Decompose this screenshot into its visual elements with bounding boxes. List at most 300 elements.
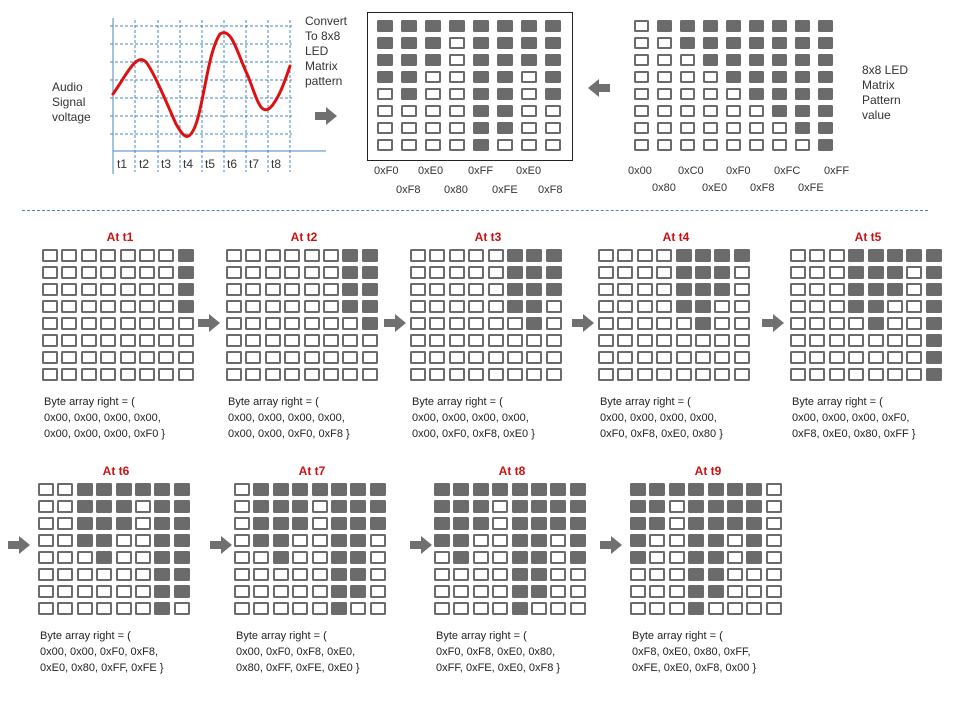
led-cell: [154, 500, 170, 513]
led-cell: [425, 37, 441, 49]
led-cell: [809, 249, 825, 262]
led-cell: [550, 534, 566, 547]
led-cell: [488, 317, 504, 330]
led-cell: [61, 300, 77, 313]
led-cell: [226, 249, 242, 262]
led-cell: [38, 551, 54, 564]
led-cell: [790, 266, 806, 279]
led-cell: [342, 300, 358, 313]
frame-led-matrix: [630, 483, 788, 619]
led-cell: [342, 368, 358, 381]
led-cell: [617, 283, 633, 296]
led-cell: [688, 551, 704, 564]
led-cell: [708, 585, 724, 598]
led-cell: [492, 568, 508, 581]
led-cell: [245, 266, 261, 279]
led-cell: [473, 37, 489, 49]
led-cell: [253, 585, 269, 598]
led-cell: [714, 334, 730, 347]
led-cell: [434, 517, 450, 530]
led-cell: [96, 568, 112, 581]
frame-t5: [790, 232, 950, 442]
led-cell: [38, 602, 54, 615]
led-cell: [868, 334, 884, 347]
led-cell: [708, 602, 724, 615]
led-cell: [362, 300, 378, 313]
led-cell: [453, 483, 469, 496]
led-cell: [273, 585, 289, 598]
led-cell: [174, 517, 190, 530]
led-cell: [81, 300, 97, 313]
led-cell: [234, 534, 250, 547]
led-cell: [61, 266, 77, 279]
led-cell: [727, 551, 743, 564]
led-cell: [497, 37, 513, 49]
led-cell: [570, 483, 586, 496]
led-cell: [265, 317, 281, 330]
led-cell: [492, 551, 508, 564]
led-cell: [630, 534, 646, 547]
led-cell: [546, 351, 562, 364]
caption-line: 0xE0, 0x80, 0xFF, 0xFE }: [40, 662, 164, 674]
led-cell: [887, 266, 903, 279]
frame-t3: [410, 232, 570, 442]
led-cell: [790, 283, 806, 296]
led-cell: [749, 54, 764, 66]
led-cell: [492, 500, 508, 513]
led-cell: [727, 568, 743, 581]
led-cell: [323, 317, 339, 330]
byte-array-caption: [228, 394, 350, 442]
led-cell: [273, 500, 289, 513]
led-cell: [473, 483, 489, 496]
led-cell: [680, 139, 695, 151]
led-cell: [507, 283, 523, 296]
byte-array-caption: [44, 394, 165, 442]
led-cell: [546, 334, 562, 347]
led-cell: [680, 71, 695, 83]
led-cell: [656, 317, 672, 330]
led-cell: [434, 483, 450, 496]
led-cell: [545, 88, 561, 100]
pattern-led-matrix: [634, 20, 844, 160]
led-cell: [245, 283, 261, 296]
led-cell: [772, 71, 787, 83]
led-cell: [492, 602, 508, 615]
frame-led-matrix: [598, 249, 756, 385]
frame-led-matrix: [38, 483, 196, 619]
led-cell: [570, 534, 586, 547]
led-cell: [795, 105, 810, 117]
led-cell: [795, 37, 810, 49]
led-cell: [531, 568, 547, 581]
led-cell: [453, 585, 469, 598]
arrow-left-icon: [588, 79, 610, 97]
led-cell: [526, 249, 542, 262]
led-cell: [570, 500, 586, 513]
led-cell: [312, 602, 328, 615]
led-cell: [695, 317, 711, 330]
led-cell: [848, 334, 864, 347]
led-cell: [253, 500, 269, 513]
led-cell: [401, 71, 417, 83]
led-cell: [429, 249, 445, 262]
led-cell: [61, 317, 77, 330]
led-cell: [362, 351, 378, 364]
led-cell: [868, 249, 884, 262]
led-cell: [158, 266, 174, 279]
led-cell: [473, 568, 489, 581]
led-cell: [323, 351, 339, 364]
led-cell: [342, 317, 358, 330]
led-cell: [284, 300, 300, 313]
led-cell: [714, 266, 730, 279]
led-cell: [120, 249, 136, 262]
led-cell: [429, 317, 445, 330]
led-cell: [617, 317, 633, 330]
led-cell: [676, 351, 692, 364]
led-cell: [253, 551, 269, 564]
led-cell: [434, 568, 450, 581]
led-cell: [284, 283, 300, 296]
time-axis-labels: [108, 157, 298, 173]
graph-grid: [110, 20, 292, 172]
led-cell: [350, 534, 366, 547]
converted-hex-labels: 0xF0 0xE0 0xFF 0xE0 0xF8 0x80 0xFE 0xF8: [374, 165, 563, 196]
led-cell: [492, 534, 508, 547]
led-cell: [245, 334, 261, 347]
led-cell: [906, 249, 922, 262]
led-cell: [342, 266, 358, 279]
led-cell: [521, 71, 537, 83]
led-cell: [598, 317, 614, 330]
led-cell: [350, 517, 366, 530]
led-cell: [492, 585, 508, 598]
led-cell: [96, 483, 112, 496]
led-cell: [120, 266, 136, 279]
led-cell: [545, 54, 561, 66]
led-cell: [512, 568, 528, 581]
led-cell: [545, 139, 561, 151]
led-cell: [657, 88, 672, 100]
led-cell: [312, 568, 328, 581]
led-cell: [695, 249, 711, 262]
byte-array-caption: [412, 394, 535, 442]
led-cell: [680, 37, 695, 49]
led-cell: [362, 334, 378, 347]
arrow-right-icon: [384, 314, 406, 332]
led-cell: [512, 534, 528, 547]
led-cell: [531, 500, 547, 513]
led-cell: [154, 483, 170, 496]
led-cell: [139, 249, 155, 262]
led-cell: [323, 266, 339, 279]
byte-array-caption: [632, 628, 756, 676]
led-cell: [617, 249, 633, 262]
led-cell: [868, 283, 884, 296]
led-cell: [829, 351, 845, 364]
led-cell: [766, 534, 782, 547]
led-cell: [497, 71, 513, 83]
led-cell: [550, 585, 566, 598]
led-cell: [546, 249, 562, 262]
led-cell: [656, 266, 672, 279]
led-cell: [304, 249, 320, 262]
led-cell: [331, 568, 347, 581]
led-cell: [473, 71, 489, 83]
led-cell: [449, 37, 465, 49]
led-cell: [772, 88, 787, 100]
led-cell: [637, 334, 653, 347]
led-cell: [96, 551, 112, 564]
byte-array-caption: [236, 628, 360, 676]
led-cell: [521, 20, 537, 32]
led-cell: [531, 483, 547, 496]
frame-t6: [38, 466, 198, 676]
led-cell: [350, 585, 366, 598]
led-cell: [100, 317, 116, 330]
led-cell: [449, 122, 465, 134]
led-cell: [284, 317, 300, 330]
led-cell: [77, 585, 93, 598]
led-cell: [688, 500, 704, 513]
led-cell: [312, 500, 328, 513]
led-cell: [304, 368, 320, 381]
led-cell: [473, 105, 489, 117]
led-cell: [546, 283, 562, 296]
led-cell: [703, 88, 718, 100]
led-cell: [637, 266, 653, 279]
led-cell: [809, 368, 825, 381]
led-cell: [521, 37, 537, 49]
led-cell: [401, 105, 417, 117]
caption-line: 0x00, 0x00, 0x00, 0x00,: [412, 412, 529, 424]
led-cell: [906, 300, 922, 313]
led-cell: [292, 568, 308, 581]
led-cell: [323, 300, 339, 313]
led-cell: [708, 517, 724, 530]
led-cell: [512, 500, 528, 513]
led-cell: [546, 368, 562, 381]
led-cell: [492, 517, 508, 530]
led-cell: [656, 334, 672, 347]
led-cell: [550, 517, 566, 530]
led-cell: [370, 602, 386, 615]
led-cell: [526, 351, 542, 364]
section-divider: [22, 210, 928, 211]
led-cell: [370, 551, 386, 564]
caption-line: 0x00, 0x00, 0x00, 0xF0,: [792, 412, 910, 424]
byte-array-caption: [436, 628, 560, 676]
led-cell: [178, 249, 194, 262]
led-cell: [492, 483, 508, 496]
led-cell: [468, 351, 484, 364]
led-cell: [57, 534, 73, 547]
led-cell: [507, 300, 523, 313]
led-cell: [726, 20, 741, 32]
led-cell: [550, 602, 566, 615]
led-cell: [100, 368, 116, 381]
led-cell: [81, 249, 97, 262]
led-cell: [507, 317, 523, 330]
led-cell: [570, 551, 586, 564]
led-cell: [727, 585, 743, 598]
led-cell: [598, 368, 614, 381]
arrow-right-icon: [762, 314, 784, 332]
led-cell: [449, 71, 465, 83]
led-cell: [649, 517, 665, 530]
caption-line: 0x00, 0x00, 0xF0, 0xF8,: [40, 646, 159, 658]
led-cell: [362, 317, 378, 330]
caption-line: Byte array right = (: [436, 630, 527, 642]
led-cell: [265, 266, 281, 279]
led-cell: [550, 500, 566, 513]
led-cell: [473, 139, 489, 151]
led-cell: [657, 139, 672, 151]
led-cell: [695, 283, 711, 296]
led-cell: [449, 334, 465, 347]
led-cell: [708, 483, 724, 496]
led-cell: [714, 249, 730, 262]
led-cell: [688, 568, 704, 581]
frame-led-matrix: [434, 483, 592, 619]
led-cell: [304, 334, 320, 347]
led-cell: [746, 534, 762, 547]
led-cell: [688, 602, 704, 615]
led-cell: [746, 500, 762, 513]
led-cell: [100, 283, 116, 296]
led-cell: [473, 517, 489, 530]
led-cell: [81, 351, 97, 364]
led-cell: [726, 71, 741, 83]
led-cell: [331, 500, 347, 513]
led-cell: [887, 334, 903, 347]
led-cell: [429, 334, 445, 347]
caption-line: 0x00, 0xF0, 0xF8, 0xE0,: [236, 646, 356, 658]
led-cell: [449, 249, 465, 262]
led-cell: [714, 283, 730, 296]
led-cell: [434, 585, 450, 598]
led-cell: [245, 351, 261, 364]
led-cell: [81, 368, 97, 381]
led-cell: [507, 266, 523, 279]
led-cell: [245, 249, 261, 262]
caption-line: Byte array right = (: [40, 630, 131, 642]
led-cell: [449, 368, 465, 381]
led-cell: [521, 105, 537, 117]
led-cell: [526, 300, 542, 313]
led-cell: [766, 517, 782, 530]
led-cell: [630, 551, 646, 564]
led-cell: [77, 602, 93, 615]
led-cell: [637, 317, 653, 330]
led-cell: [809, 300, 825, 313]
led-cell: [637, 300, 653, 313]
led-cell: [634, 20, 649, 32]
frame-title: At t9: [694, 464, 722, 478]
led-cell: [312, 534, 328, 547]
led-cell: [410, 300, 426, 313]
led-cell: [158, 249, 174, 262]
led-cell: [473, 500, 489, 513]
led-cell: [734, 300, 750, 313]
led-cell: [818, 88, 833, 100]
led-cell: [887, 283, 903, 296]
led-cell: [410, 351, 426, 364]
led-cell: [410, 249, 426, 262]
caption-line: Byte array right = (: [632, 630, 723, 642]
led-cell: [61, 351, 77, 364]
led-cell: [818, 122, 833, 134]
led-cell: [234, 483, 250, 496]
led-cell: [766, 585, 782, 598]
led-cell: [449, 105, 465, 117]
led-cell: [473, 534, 489, 547]
led-cell: [139, 266, 155, 279]
led-cell: [848, 368, 864, 381]
led-cell: [468, 368, 484, 381]
led-cell: [81, 317, 97, 330]
led-cell: [868, 317, 884, 330]
led-cell: [96, 602, 112, 615]
led-cell: [809, 317, 825, 330]
led-cell: [273, 483, 289, 496]
caption-line: Byte array right = (: [600, 396, 691, 408]
led-cell: [154, 517, 170, 530]
led-cell: [449, 300, 465, 313]
led-cell: [545, 71, 561, 83]
led-cell: [135, 500, 151, 513]
led-cell: [139, 300, 155, 313]
led-cell: [158, 351, 174, 364]
led-cell: [790, 351, 806, 364]
led-cell: [630, 483, 646, 496]
led-cell: [669, 483, 685, 496]
led-cell: [449, 351, 465, 364]
convert-label: Convert To 8x8 LED Matrix pattern: [305, 14, 348, 88]
led-cell: [226, 368, 242, 381]
led-cell: [154, 568, 170, 581]
led-cell: [120, 368, 136, 381]
led-cell: [377, 54, 393, 66]
led-cell: [688, 517, 704, 530]
led-cell: [734, 317, 750, 330]
led-cell: [61, 334, 77, 347]
caption-line: 0x00, 0x00, 0x00, 0x00,: [600, 412, 717, 424]
led-cell: [488, 249, 504, 262]
led-cell: [234, 517, 250, 530]
led-cell: [617, 351, 633, 364]
led-cell: [42, 317, 58, 330]
led-cell: [331, 585, 347, 598]
led-cell: [473, 602, 489, 615]
led-cell: [292, 517, 308, 530]
byte-array-caption: [792, 394, 916, 442]
led-cell: [734, 283, 750, 296]
led-cell: [550, 551, 566, 564]
led-cell: [531, 534, 547, 547]
led-cell: [703, 37, 718, 49]
led-cell: [401, 54, 417, 66]
led-cell: [116, 517, 132, 530]
led-cell: [77, 517, 93, 530]
led-cell: [634, 122, 649, 134]
led-cell: [657, 71, 672, 83]
frame-led-matrix: [42, 249, 200, 385]
pattern-value-label: 8x8 LED Matrix Pattern value: [862, 63, 909, 122]
led-cell: [749, 139, 764, 151]
led-cell: [265, 249, 281, 262]
